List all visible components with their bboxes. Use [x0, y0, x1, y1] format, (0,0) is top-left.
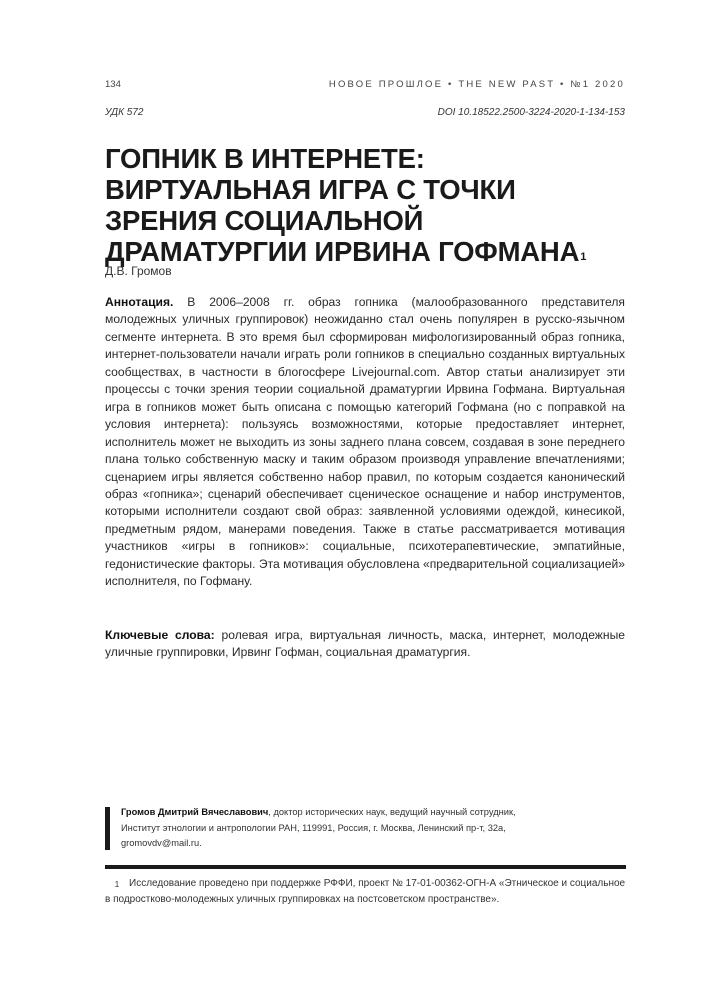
- abstract: [105, 294, 625, 591]
- title-footnote-marker[interactable]: 1: [580, 251, 587, 263]
- doi[interactable]: DOI 10.18522.2500-3224-2020-1-134-153: [437, 107, 625, 118]
- page-number: 134: [105, 79, 121, 90]
- article-title-text: ГОПНИК В ИНТЕРНЕТЕ: ВИРТУАЛЬНАЯ ИГРА С ТОЧКИ ЗРЕНИЯ СОЦИАЛЬНОЙ ДРАМАТУРГИИ ИРВИНА ГОФМАНА: [105, 143, 580, 267]
- abstract-text: В 2006–2008 гг. образ гопника (малообразованного представителя молодежных уличных группировок) неожиданно стал очень популярен в русско-язычном сегменте интернета. В это время был сформирован мифологизированный образ гопника, интернет-пользователи начали играть роли гопников в специально созданных виртуальных сообществах, в частности в блогосфере Livejournal.com. Автор статьи анализирует эти процессы с точки зрения теории социальной драматургии Ирвина Гофмана. Виртуальная игра в гопников может быть описана с помощью категорий Гофмана (но с поправкой на условия интернета): пользуясь возможностями, которые предоставляет интернет, исполнитель может не выходить из зоны заднего плана совсем, создавая в зоне переднего плана только собственную маску и таким образом производя управление впечатлениями; сценарием игры является собственно набор правил, по которым создается канонический образ «гопника»; сценарий обеспечивает сценическое оснащение и набор инструментов, которыми исполнители создают свой образ: заявленной условиями одеждой, кинесикой, предметным рядом, манерами поведения. Также в статье рассматривается мотивация участников «игры в гопников»: социальные, психотерапевтические, эмпатийные, гедонистические факторы. Эта мотивация обусловлена «предварительной социализацией» исполнителя, по Гофману.: [105, 295, 625, 589]
- footnote-text: Исследование проведено при поддержке РФФИ, проект № 17-01-00362-ОГН-А «Этническое и социальное в подростково-молодежных уличных группировках на постсоветском пространстве».: [105, 878, 626, 905]
- affiliation-bar: [105, 807, 110, 850]
- article-meta: [105, 107, 625, 118]
- journal-title: НОВОЕ ПРОШЛОЕ • THE NEW PAST • №1 2020: [328, 79, 625, 90]
- keywords: [105, 627, 625, 662]
- footnote-marker: 1: [114, 880, 120, 889]
- footnote-divider: [105, 865, 626, 869]
- keywords-text: ролевая игра, виртуальная личность, маска, интернет, молодежные уличные группировки, Ирвинг Гофман, социальная драматургия.: [105, 628, 625, 660]
- affiliation-text: , доктор исторических наук, ведущий научный сотрудник, Институт этнологии и антропологии РАН, 119991, Россия, г. Москва, Ленинский пр-т, 32а, gromovdv@mail.ru.: [121, 807, 516, 848]
- abstract-label: Аннотация.: [105, 295, 174, 309]
- affiliation-name: Громов Дмитрий Вячеславович: [121, 807, 269, 817]
- author-affiliation: [121, 805, 521, 852]
- author-name: Д.В. Громов: [105, 264, 172, 278]
- footnote: [105, 876, 626, 907]
- running-header: [105, 79, 625, 90]
- keywords-label: Ключевые слова:: [105, 628, 215, 642]
- udc-code: УДК 572: [105, 107, 144, 118]
- article-title: [105, 143, 625, 267]
